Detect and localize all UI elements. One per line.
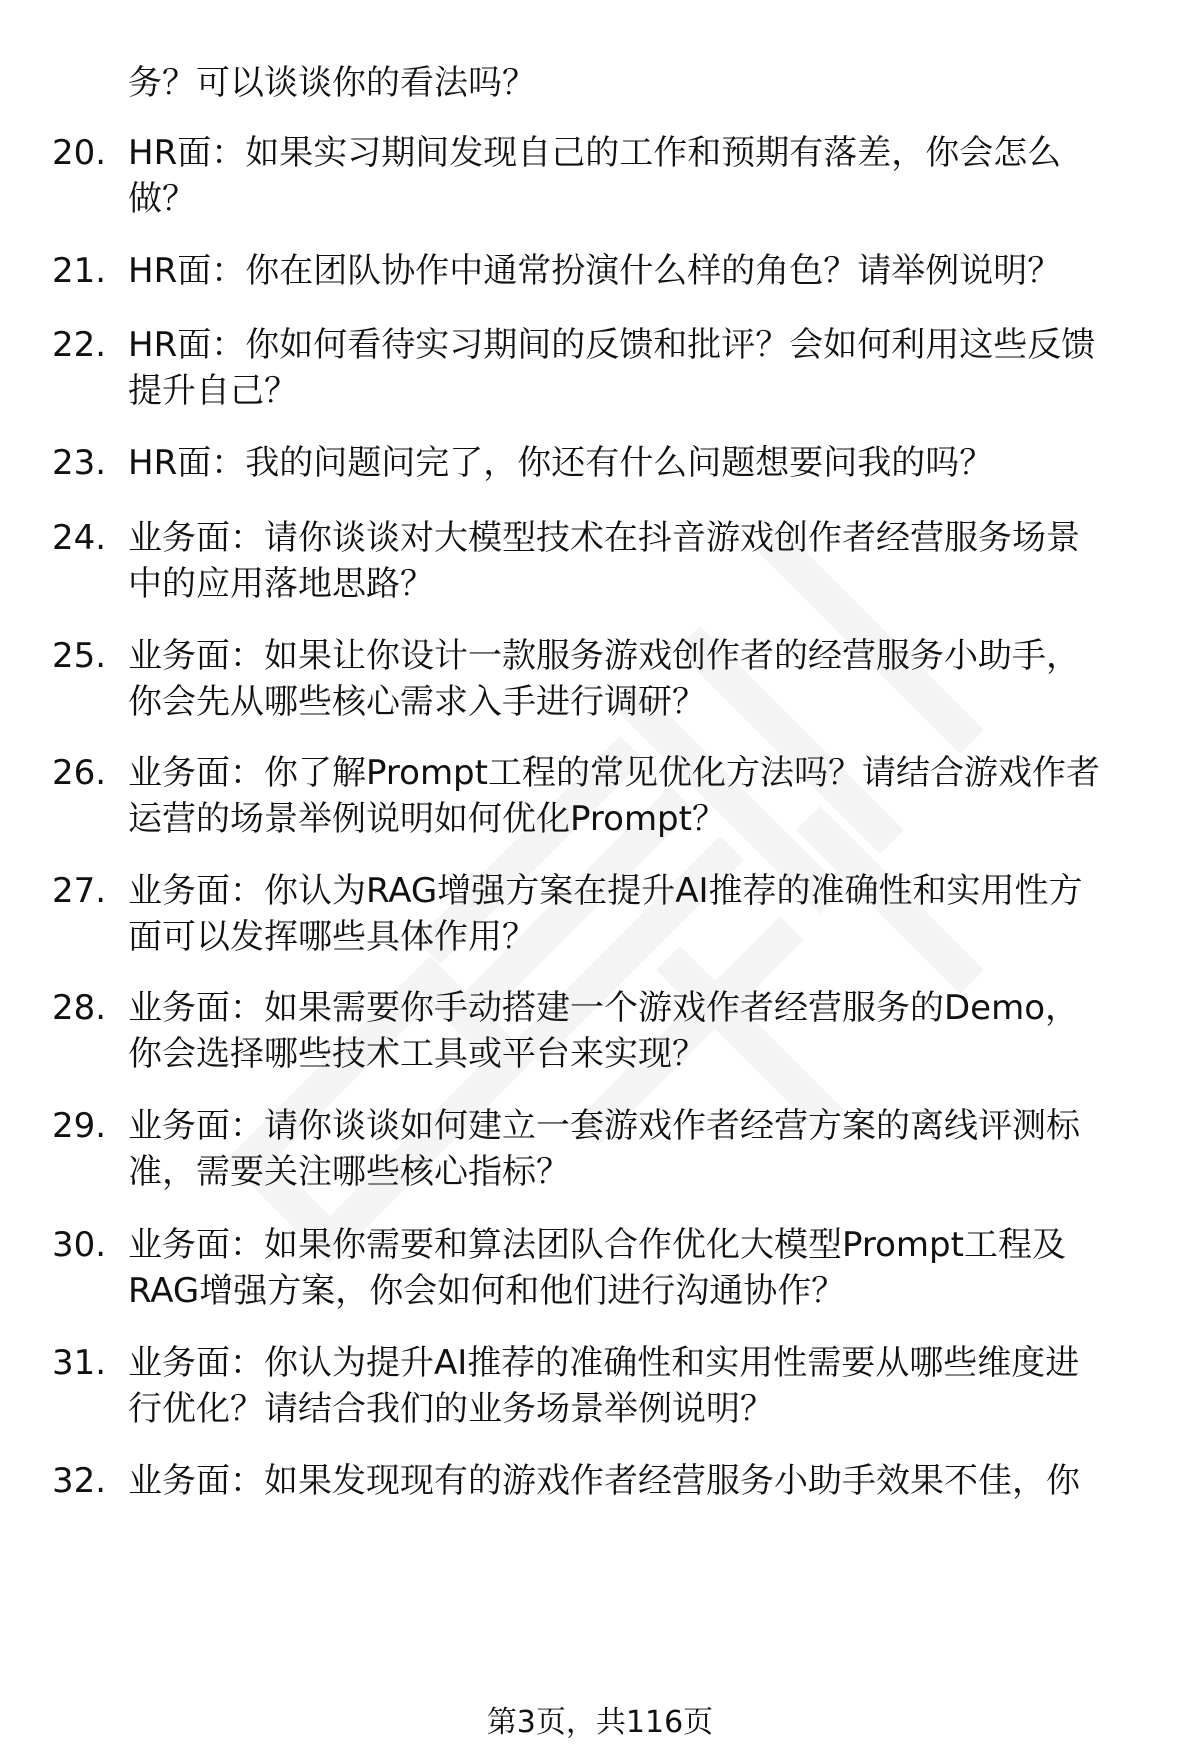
question-line: 你会选择哪些技术工具或平台来实现？ [128, 1034, 706, 1074]
question-text [128, 440, 1168, 486]
question-number: 25. [52, 636, 107, 676]
question-line: 业务面：如果你需要和算法团队合作优化大模型Prompt工程及 [128, 1225, 1066, 1265]
question-number: 21. [52, 251, 107, 291]
question-line: 行优化？请结合我们的业务场景举例说明？ [128, 1389, 774, 1429]
question-number: 28. [52, 988, 107, 1028]
question-text [128, 1222, 1168, 1314]
question-line: RAG增强方案，你会如何和他们进行沟通协作？ [128, 1271, 846, 1311]
question-line: 提升自己？ [128, 371, 298, 411]
question-text [128, 515, 1168, 607]
question-line: 业务面：请你谈谈如何建立一套游戏作者经营方案的离线评测标 [128, 1106, 1080, 1146]
question-continuation: 务？可以谈谈你的看法吗？ [128, 63, 536, 103]
question-number: 26. [52, 753, 107, 793]
question-text [128, 750, 1168, 842]
question-number: 29. [52, 1106, 107, 1146]
question-line: 运营的场景举例说明如何优化Prompt？ [128, 799, 726, 839]
question-line: 业务面：如果让你设计一款服务游戏创作者的经营服务小助手， [128, 636, 1080, 676]
question-line: 中的应用落地思路？ [128, 564, 434, 604]
question-line: 业务面：你了解Prompt工程的常见优化方法吗？请结合游戏作者 [128, 753, 1100, 793]
question-number: 20. [52, 133, 107, 173]
question-line: 你会先从哪些核心需求入手进行调研？ [128, 682, 706, 722]
question-line: 做？ [128, 179, 196, 219]
question-line: HR面：你如何看待实习期间的反馈和批评？会如何利用这些反馈 [128, 325, 1096, 365]
question-text [128, 1340, 1168, 1432]
question-line: 准，需要关注哪些核心指标？ [128, 1152, 570, 1192]
question-text [128, 633, 1168, 725]
question-text [128, 868, 1168, 960]
question-line: HR面：我的问题问完了，你还有什么问题想要问我的吗？ [128, 443, 994, 483]
question-line: 面可以发挥哪些具体作用？ [128, 917, 536, 957]
question-line: 业务面：请你谈谈对大模型技术在抖音游戏创作者经营服务场景 [128, 518, 1080, 558]
question-line: HR面：你在团队协作中通常扮演什么样的角色？请举例说明？ [128, 251, 1062, 291]
question-line: HR面：如果实习期间发现自己的工作和预期有落差，你会怎么 [128, 133, 1062, 173]
question-number: 27. [52, 871, 107, 911]
page-footer: 第3页，共116页 [486, 1705, 714, 1740]
question-number: 30. [52, 1225, 107, 1265]
question-number: 31. [52, 1343, 107, 1383]
question-line: 业务面：你认为RAG增强方案在提升AI推荐的准确性和实用性方 [128, 871, 1083, 911]
question-number: 32. [52, 1461, 107, 1501]
question-number: 24. [52, 518, 107, 558]
question-text [128, 985, 1168, 1077]
question-text [128, 130, 1168, 222]
question-text [128, 1458, 1168, 1504]
question-number: 23. [52, 443, 107, 483]
question-line: 业务面：如果发现现有的游戏作者经营服务小助手效果不佳，你 [128, 1461, 1080, 1501]
question-number: 22. [52, 325, 107, 365]
question-line: 业务面：如果需要你手动搭建一个游戏作者经营服务的Demo， [128, 988, 1080, 1028]
question-text [128, 1103, 1168, 1195]
question-text [128, 248, 1168, 294]
question-line: 业务面：你认为提升AI推荐的准确性和实用性需要从哪些维度进 [128, 1343, 1080, 1383]
question-text [128, 322, 1168, 414]
